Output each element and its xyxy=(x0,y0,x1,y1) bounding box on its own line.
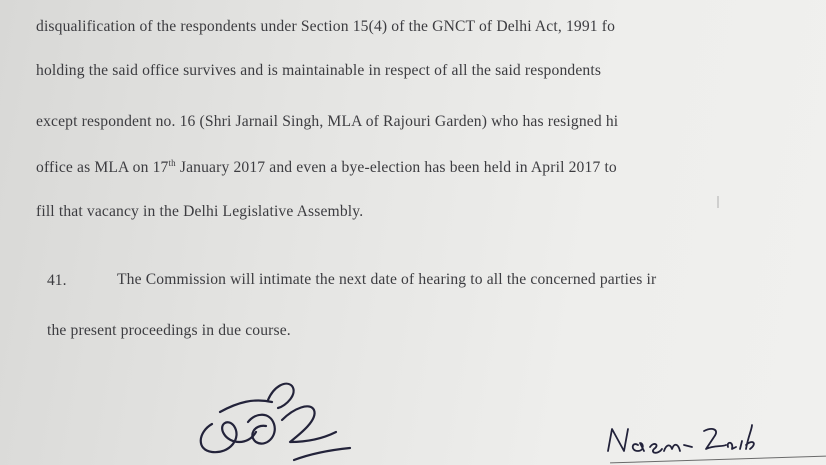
text-line-5: fill that vacancy in the Delhi Legislative Assembly. xyxy=(36,203,364,220)
text-line-4 xyxy=(36,158,617,177)
left-signature xyxy=(190,372,360,465)
text-line-2: holding the said office survives and is maintainable in respect of all the said respondents xyxy=(36,62,602,79)
paragraph-41-line-1: The Commission will intimate the next date of hearing to all the concerned parties ir xyxy=(117,271,657,288)
paragraph-number: 41. xyxy=(47,272,67,289)
text-line-1: disqualification of the respondents under Section 15(4) of the GNCT of Delhi Act, 1991 fo xyxy=(36,18,616,35)
ordinal-superscript: th xyxy=(168,158,176,168)
paragraph-41-line-2: the present proceedings in due course. xyxy=(47,322,291,339)
paper-mark xyxy=(717,196,719,208)
text-line-4-part1: office as MLA on 17 xyxy=(36,159,169,177)
text-line-3: except respondent no. 16 (Shri Jarnail Singh, MLA of Rajouri Garden) who has resigned hi xyxy=(36,113,619,130)
text-line-4-part2: January 2017 and even a bye-election has been held in April 2017 to xyxy=(175,159,617,177)
